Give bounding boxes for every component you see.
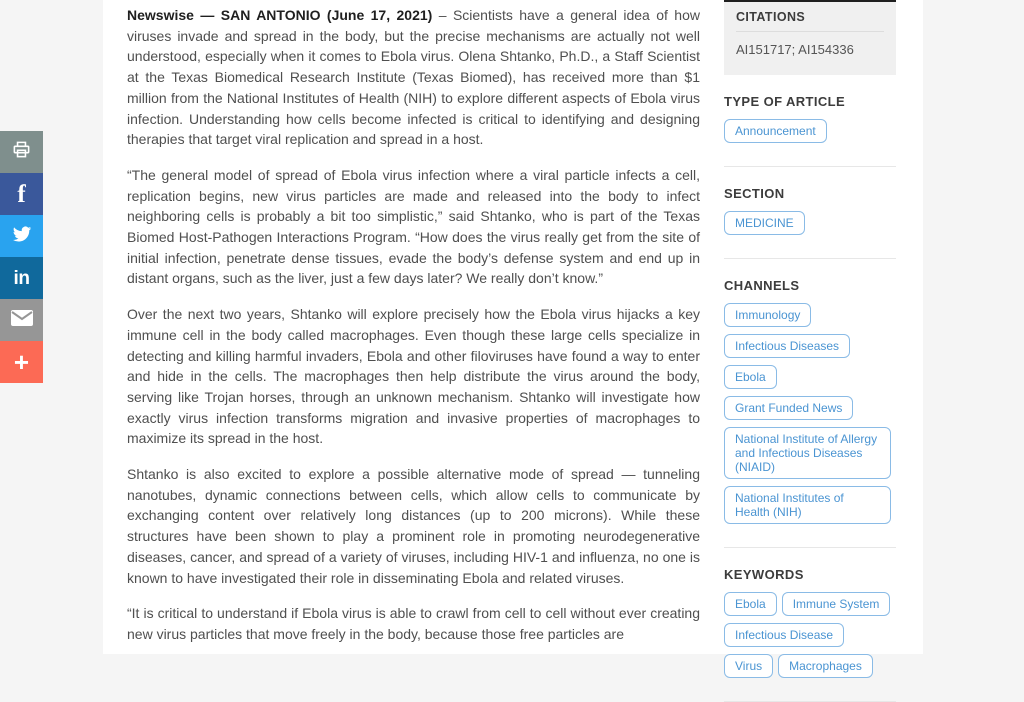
tag-immune-system[interactable]: Immune System bbox=[782, 592, 891, 616]
tag-infectious-disease[interactable]: Infectious Disease bbox=[724, 623, 844, 647]
section-title: SECTION bbox=[724, 186, 785, 201]
article-paragraph: “The general model of spread of Ebola virus infection where a viral particle infects a cell, replication begins, new virus particles are made and released into the body to infect neighboring cells is probably a bit too simplistic,” said Shtanko, who is part of the Texas Biomed Host-Pathogen Interactions Program. “How does the virus really get from the site of initial infection, penetrate dense tissues, evade the body’s defense system and end up in distant organs, such as the liver, just a few days later? We really don’t know.” bbox=[127, 166, 700, 287]
tag-ebola[interactable]: Ebola bbox=[724, 365, 777, 389]
citations-title: CITATIONS bbox=[736, 10, 884, 32]
citations-box bbox=[724, 0, 896, 75]
sidebar-divider bbox=[724, 547, 896, 548]
tag-national-institute-of-allergy-and-infectious-diseases-niaid[interactable]: National Institute of Allergy and Infectious Diseases (NIAID) bbox=[724, 427, 891, 479]
twitter-button[interactable] bbox=[0, 215, 43, 257]
facebook-button[interactable] bbox=[0, 173, 43, 215]
article-paragraph bbox=[127, 5, 700, 150]
share-rail bbox=[0, 131, 43, 383]
linkedin-button[interactable] bbox=[0, 257, 43, 299]
tag-infectious-diseases[interactable]: Infectious Diseases bbox=[724, 334, 850, 358]
keywords-tags bbox=[724, 592, 896, 685]
article-sidebar bbox=[724, 0, 896, 702]
channels-title: CHANNELS bbox=[724, 278, 800, 293]
article-dateline: Newswise — SAN ANTONIO (June 17, 2021) bbox=[127, 7, 433, 23]
email-button[interactable] bbox=[0, 299, 43, 341]
tag-grant-funded-news[interactable]: Grant Funded News bbox=[724, 396, 853, 420]
tag-immunology[interactable]: Immunology bbox=[724, 303, 811, 327]
type-of-article-title: TYPE OF ARTICLE bbox=[724, 94, 846, 109]
tag-announcement[interactable]: Announcement bbox=[724, 119, 827, 143]
section-tags bbox=[724, 211, 896, 242]
article-paragraph: Over the next two years, Shtanko will explore precisely how the Ebola virus hijacks a key immune cell in the body called macrophages. Even though these large cells specialize in detecting and killing harmful invaders, Ebola and other filoviruses have found a way to enter and hide in the cells. The macrophages then help distribute the virus around the body, serving like Trojan horses, through an unknown mechanism. Shtanko will investigate how exactly virus infection transforms migration and invasive properties of macrophages to maximize its spread in the host. bbox=[127, 306, 700, 447]
twitter-icon bbox=[12, 224, 32, 249]
article-paragraph-text: – Scientists have a general idea of how viruses invade and spread in the body, but the precise mechanisms are actually not well understood, especially when it comes to Ebola virus. Olena Shtanko, Ph.D., a Staff Scientist at the Texas Biomedical Research Institute (Texas Biomed), has received more than $1 million from the National Institutes of Health (NIH) to explore different aspects of Ebola virus infection. Understanding how cells become infected is critical to identifying and designing therapies that target viral replication and spread in a host. bbox=[127, 7, 700, 148]
tag-medicine[interactable]: MEDICINE bbox=[724, 211, 805, 235]
facebook-icon: f bbox=[17, 180, 26, 208]
tag-ebola[interactable]: Ebola bbox=[724, 592, 777, 616]
article-body bbox=[127, 5, 700, 660]
type-of-article-tags bbox=[724, 119, 896, 150]
printer-icon bbox=[12, 140, 31, 164]
keywords-title: KEYWORDS bbox=[724, 567, 804, 582]
more-share-button[interactable] bbox=[0, 341, 43, 383]
plus-icon: + bbox=[13, 347, 30, 377]
sidebar-divider bbox=[724, 258, 896, 259]
channels-tags bbox=[724, 303, 896, 531]
tag-macrophages[interactable]: Macrophages bbox=[778, 654, 873, 678]
email-icon bbox=[11, 310, 33, 331]
tag-virus[interactable]: Virus bbox=[724, 654, 773, 678]
article-paragraph: “It is critical to understand if Ebola virus is able to crawl from cell to cell without ever creating new virus particles that move freely in the body, because those free particles are bbox=[127, 605, 700, 642]
citations-value: AI151717; AI154336 bbox=[736, 42, 854, 57]
sidebar-divider bbox=[724, 166, 896, 167]
tag-national-institutes-of-health-nih[interactable]: National Institutes of Health (NIH) bbox=[724, 486, 891, 524]
linkedin-icon: in bbox=[13, 267, 30, 289]
print-button[interactable] bbox=[0, 131, 43, 173]
article-paragraph: Shtanko is also excited to explore a possible alternative mode of spread — tunneling nanotubes, dynamic connections between cells, which allow cells to communicate by exchanging content over relatively long distances (up to 200 microns). While these structures have been shown to play a prominent role in promoting neurodegenerative diseases, cancer, and spread of a variety of viruses, including HIV-1 and influenza, no one is known to have investigated their role in disseminating Ebola and related viruses. bbox=[127, 466, 700, 586]
